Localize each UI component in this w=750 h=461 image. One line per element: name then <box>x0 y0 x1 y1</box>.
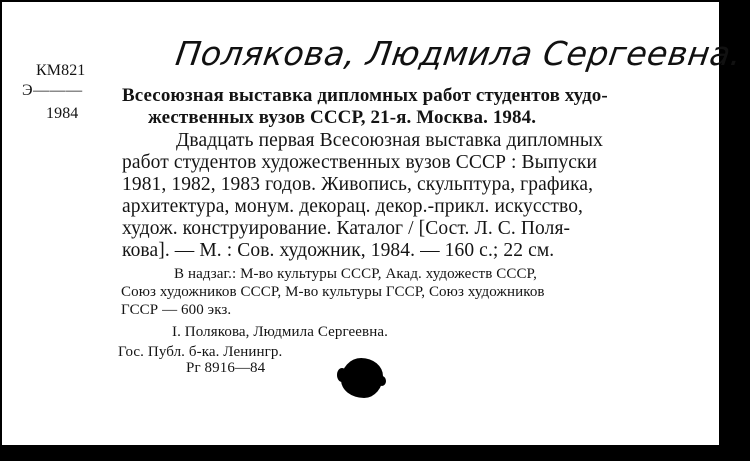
heading-line-2: жественных вузов СССР, 21-я. Москва. 1984. <box>148 107 537 128</box>
call-number-line-2: Э——— <box>22 82 83 99</box>
description-line-4: архитектура, монум. декорац. декор.-прикл. искусство, <box>122 196 584 217</box>
description-line-1: Двадцать первая Всесоюзная выставка дипломных <box>176 130 603 151</box>
tracing-line: I. Полякова, Людмила Сергеевна. <box>172 324 388 340</box>
description-line-2: работ студентов художественных вузов СССР : Выпуски <box>122 152 598 173</box>
description-line-3: 1981, 1982, 1983 годов. Живопись, скульптура, графика, <box>122 174 594 195</box>
description-line-5: худож. конструирование. Каталог / [Сост. Л. С. Поля- <box>122 218 571 239</box>
library-stamp: Гос. Публ. б-ка. Ленингр. <box>118 344 283 360</box>
card-bottom-edge <box>0 445 719 447</box>
note-line-3: ГССР — 600 экз. <box>121 302 232 318</box>
heading-line-1: Всесоюзная выставка дипломных работ студентов худо- <box>122 85 608 106</box>
call-number-line-3: 1984 <box>46 105 79 122</box>
handwritten-author-name: Полякова, Людмила Сергеевна. <box>173 34 745 73</box>
printing-code: Рг 8916—84 <box>186 360 266 376</box>
note-line-2: Союз художников СССР, М-во культуры ГССР, Союз художников <box>121 284 545 300</box>
call-number-line-1: КМ821 <box>36 62 86 79</box>
description-line-6: кова]. — М. : Сов. художник, 1984. — 160 с.; 22 см. <box>122 240 555 261</box>
card-top-edge <box>0 0 719 2</box>
card-left-edge <box>0 0 2 447</box>
note-line-1: В надзаг.: М-во культуры СССР, Акад. художеств СССР, <box>174 266 537 282</box>
ink-blot <box>341 358 383 398</box>
